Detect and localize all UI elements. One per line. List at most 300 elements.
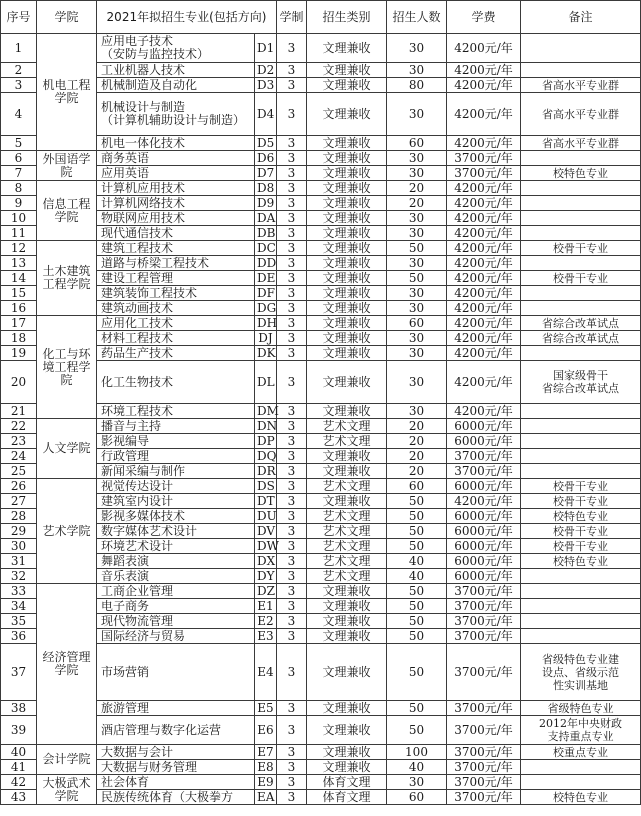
count-cell: 60 xyxy=(387,479,447,494)
years-cell: 3 xyxy=(277,509,307,524)
count-cell: 50 xyxy=(387,701,447,716)
table-row xyxy=(1,524,641,539)
note-cell xyxy=(521,346,641,361)
fee-cell: 3700元/年 xyxy=(447,599,521,614)
fee-cell: 4200元/年 xyxy=(447,361,521,404)
college-cell: 化工与环 境工程学 院 xyxy=(37,316,97,419)
category-cell: 文理兼收 xyxy=(307,614,387,629)
table-row xyxy=(1,404,641,419)
code-cell: D4 xyxy=(255,93,277,136)
table-row xyxy=(1,479,641,494)
fee-cell: 4200元/年 xyxy=(447,271,521,286)
count-cell: 30 xyxy=(387,404,447,419)
category-cell: 文理兼收 xyxy=(307,599,387,614)
row-no: 24 xyxy=(1,449,37,464)
category-cell: 文理兼收 xyxy=(307,701,387,716)
category-cell: 文理兼收 xyxy=(307,93,387,136)
fee-cell: 3700元/年 xyxy=(447,716,521,745)
header-no: 序号 xyxy=(1,1,37,34)
note-cell xyxy=(521,464,641,479)
category-cell: 文理兼收 xyxy=(307,166,387,181)
row-no: 2 xyxy=(1,63,37,78)
table-row xyxy=(1,286,641,301)
years-cell: 3 xyxy=(277,701,307,716)
years-cell: 3 xyxy=(277,494,307,509)
years-cell: 3 xyxy=(277,301,307,316)
major-cell: 视觉传达设计 xyxy=(97,479,255,494)
table-row xyxy=(1,151,641,166)
college-cell: 会计学院 xyxy=(37,745,97,775)
row-no: 20 xyxy=(1,361,37,404)
row-no: 13 xyxy=(1,256,37,271)
code-cell: DB xyxy=(255,226,277,241)
major-cell: 工商企业管理 xyxy=(97,584,255,599)
category-cell: 文理兼收 xyxy=(307,361,387,404)
major-cell: 机械制造及自动化 xyxy=(97,78,255,93)
code-cell: E4 xyxy=(255,644,277,701)
header-row xyxy=(1,1,641,34)
years-cell: 3 xyxy=(277,34,307,63)
table-row xyxy=(1,539,641,554)
note-cell xyxy=(521,226,641,241)
count-cell: 100 xyxy=(387,745,447,760)
code-cell: D7 xyxy=(255,166,277,181)
table-row xyxy=(1,629,641,644)
category-cell: 文理兼收 xyxy=(307,34,387,63)
row-no: 7 xyxy=(1,166,37,181)
code-cell: DY xyxy=(255,569,277,584)
major-cell: 建筑室内设计 xyxy=(97,494,255,509)
major-cell: 机电一体化技术 xyxy=(97,136,255,151)
category-cell: 文理兼收 xyxy=(307,464,387,479)
count-cell: 50 xyxy=(387,271,447,286)
years-cell: 3 xyxy=(277,241,307,256)
category-cell: 文理兼收 xyxy=(307,316,387,331)
code-cell: DU xyxy=(255,509,277,524)
category-cell: 文理兼收 xyxy=(307,745,387,760)
major-cell: 旅游管理 xyxy=(97,701,255,716)
count-cell: 30 xyxy=(387,331,447,346)
major-cell: 药品生产技术 xyxy=(97,346,255,361)
code-cell: D9 xyxy=(255,196,277,211)
row-no: 3 xyxy=(1,78,37,93)
row-no: 5 xyxy=(1,136,37,151)
note-cell xyxy=(521,256,641,271)
table-row xyxy=(1,63,641,78)
table-row xyxy=(1,256,641,271)
years-cell: 3 xyxy=(277,554,307,569)
major-cell: 应用电子技术 （安防与监控技术） xyxy=(97,34,255,63)
code-cell: D5 xyxy=(255,136,277,151)
category-cell: 文理兼收 xyxy=(307,629,387,644)
code-cell: D1 xyxy=(255,34,277,63)
fee-cell: 3700元/年 xyxy=(447,760,521,775)
count-cell: 30 xyxy=(387,775,447,790)
table-row xyxy=(1,78,641,93)
category-cell: 文理兼收 xyxy=(307,226,387,241)
table-row xyxy=(1,361,641,404)
category-cell: 文理兼收 xyxy=(307,331,387,346)
code-cell: D2 xyxy=(255,63,277,78)
major-cell: 现代通信技术 xyxy=(97,226,255,241)
category-cell: 文理兼收 xyxy=(307,404,387,419)
note-cell xyxy=(521,629,641,644)
row-no: 40 xyxy=(1,745,37,760)
fee-cell: 4200元/年 xyxy=(447,63,521,78)
code-cell: DR xyxy=(255,464,277,479)
major-cell: 物联网应用技术 xyxy=(97,211,255,226)
row-no: 26 xyxy=(1,479,37,494)
row-no: 11 xyxy=(1,226,37,241)
code-cell: E1 xyxy=(255,599,277,614)
fee-cell: 4200元/年 xyxy=(447,181,521,196)
header-count: 招生人数 xyxy=(387,1,447,34)
count-cell: 80 xyxy=(387,78,447,93)
major-cell: 环境工程技术 xyxy=(97,404,255,419)
count-cell: 60 xyxy=(387,136,447,151)
code-cell: DF xyxy=(255,286,277,301)
row-no: 43 xyxy=(1,790,37,805)
table-row xyxy=(1,701,641,716)
note-cell: 省综合改革试点 xyxy=(521,316,641,331)
code-cell: D3 xyxy=(255,78,277,93)
code-cell: DJ xyxy=(255,331,277,346)
table-row xyxy=(1,226,641,241)
row-no: 16 xyxy=(1,301,37,316)
count-cell: 50 xyxy=(387,241,447,256)
note-cell: 校特色专业 xyxy=(521,554,641,569)
table-row xyxy=(1,494,641,509)
count-cell: 60 xyxy=(387,790,447,805)
table-row xyxy=(1,464,641,479)
count-cell: 60 xyxy=(387,316,447,331)
category-cell: 文理兼收 xyxy=(307,136,387,151)
major-cell: 社会体育 xyxy=(97,775,255,790)
fee-cell: 3700元/年 xyxy=(447,614,521,629)
category-cell: 艺术文理 xyxy=(307,419,387,434)
table-row xyxy=(1,346,641,361)
row-no: 35 xyxy=(1,614,37,629)
count-cell: 40 xyxy=(387,569,447,584)
header-years: 学制 xyxy=(277,1,307,34)
count-cell: 30 xyxy=(387,301,447,316)
major-cell: 舞蹈表演 xyxy=(97,554,255,569)
fee-cell: 3700元/年 xyxy=(447,701,521,716)
category-cell: 艺术文理 xyxy=(307,539,387,554)
code-cell: DE xyxy=(255,271,277,286)
major-cell: 应用化工技术 xyxy=(97,316,255,331)
major-cell: 建筑动画技术 xyxy=(97,301,255,316)
table-row xyxy=(1,93,641,136)
code-cell: E5 xyxy=(255,701,277,716)
count-cell: 30 xyxy=(387,286,447,301)
note-cell xyxy=(521,419,641,434)
table-row xyxy=(1,271,641,286)
years-cell: 3 xyxy=(277,464,307,479)
count-cell: 20 xyxy=(387,196,447,211)
count-cell: 50 xyxy=(387,524,447,539)
note-cell xyxy=(521,599,641,614)
note-cell xyxy=(521,286,641,301)
code-cell: DL xyxy=(255,361,277,404)
years-cell: 3 xyxy=(277,716,307,745)
note-cell: 国家级骨干 省综合改革试点 xyxy=(521,361,641,404)
fee-cell: 4200元/年 xyxy=(447,211,521,226)
note-cell: 省高水平专业群 xyxy=(521,78,641,93)
major-cell: 计算机网络技术 xyxy=(97,196,255,211)
code-cell: DS xyxy=(255,479,277,494)
count-cell: 20 xyxy=(387,419,447,434)
major-cell: 道路与桥梁工程技术 xyxy=(97,256,255,271)
code-cell: E3 xyxy=(255,629,277,644)
major-cell: 化工生物技术 xyxy=(97,361,255,404)
years-cell: 3 xyxy=(277,599,307,614)
years-cell: 3 xyxy=(277,745,307,760)
count-cell: 20 xyxy=(387,434,447,449)
fee-cell: 6000元/年 xyxy=(447,434,521,449)
count-cell: 40 xyxy=(387,554,447,569)
code-cell: DG xyxy=(255,301,277,316)
major-cell: 国际经济与贸易 xyxy=(97,629,255,644)
table-row xyxy=(1,554,641,569)
years-cell: 3 xyxy=(277,404,307,419)
years-cell: 3 xyxy=(277,539,307,554)
category-cell: 文理兼收 xyxy=(307,78,387,93)
count-cell: 50 xyxy=(387,509,447,524)
fee-cell: 4200元/年 xyxy=(447,93,521,136)
major-cell: 商务英语 xyxy=(97,151,255,166)
years-cell: 3 xyxy=(277,331,307,346)
years-cell: 3 xyxy=(277,181,307,196)
years-cell: 3 xyxy=(277,226,307,241)
count-cell: 50 xyxy=(387,716,447,745)
category-cell: 艺术文理 xyxy=(307,524,387,539)
note-cell xyxy=(521,569,641,584)
count-cell: 30 xyxy=(387,166,447,181)
code-cell: DM xyxy=(255,404,277,419)
fee-cell: 6000元/年 xyxy=(447,524,521,539)
row-no: 34 xyxy=(1,599,37,614)
note-cell: 校特色专业 xyxy=(521,509,641,524)
fee-cell: 3700元/年 xyxy=(447,644,521,701)
fee-cell: 3700元/年 xyxy=(447,629,521,644)
code-cell: DA xyxy=(255,211,277,226)
row-no: 1 xyxy=(1,34,37,63)
code-cell: E6 xyxy=(255,716,277,745)
row-no: 38 xyxy=(1,701,37,716)
code-cell: DT xyxy=(255,494,277,509)
note-cell: 省综合改革试点 xyxy=(521,331,641,346)
row-no: 37 xyxy=(1,644,37,701)
row-no: 39 xyxy=(1,716,37,745)
code-cell: DH xyxy=(255,316,277,331)
major-cell: 新闻采编与制作 xyxy=(97,464,255,479)
note-cell xyxy=(521,449,641,464)
code-cell: D6 xyxy=(255,151,277,166)
major-cell: 计算机应用技术 xyxy=(97,181,255,196)
table-row xyxy=(1,449,641,464)
years-cell: 3 xyxy=(277,614,307,629)
code-cell: DC xyxy=(255,241,277,256)
count-cell: 30 xyxy=(387,211,447,226)
major-cell: 应用英语 xyxy=(97,166,255,181)
row-no: 22 xyxy=(1,419,37,434)
header-note: 备注 xyxy=(521,1,641,34)
major-cell: 市场营销 xyxy=(97,644,255,701)
major-cell: 机械设计与制造 （计算机辅助设计与制造） xyxy=(97,93,255,136)
years-cell: 3 xyxy=(277,584,307,599)
count-cell: 50 xyxy=(387,644,447,701)
table-row xyxy=(1,745,641,760)
code-cell: E2 xyxy=(255,614,277,629)
major-cell: 材料工程技术 xyxy=(97,331,255,346)
row-no: 42 xyxy=(1,775,37,790)
years-cell: 3 xyxy=(277,775,307,790)
category-cell: 文理兼收 xyxy=(307,346,387,361)
note-cell: 校骨干专业 xyxy=(521,539,641,554)
note-cell xyxy=(521,434,641,449)
count-cell: 50 xyxy=(387,614,447,629)
category-cell: 文理兼收 xyxy=(307,286,387,301)
major-cell: 工业机器人技术 xyxy=(97,63,255,78)
code-cell: DD xyxy=(255,256,277,271)
row-no: 21 xyxy=(1,404,37,419)
count-cell: 30 xyxy=(387,63,447,78)
table-row xyxy=(1,316,641,331)
major-cell: 建筑工程技术 xyxy=(97,241,255,256)
code-cell: E7 xyxy=(255,745,277,760)
count-cell: 50 xyxy=(387,494,447,509)
count-cell: 30 xyxy=(387,346,447,361)
row-no: 27 xyxy=(1,494,37,509)
table-row xyxy=(1,196,641,211)
row-no: 23 xyxy=(1,434,37,449)
row-no: 28 xyxy=(1,509,37,524)
major-cell: 酒店管理与数字化运营 xyxy=(97,716,255,745)
table-row xyxy=(1,569,641,584)
code-cell: DV xyxy=(255,524,277,539)
note-cell: 省级特色专业建 设点、省级示范 性实训基地 xyxy=(521,644,641,701)
note-cell xyxy=(521,63,641,78)
code-cell: DN xyxy=(255,419,277,434)
table-row xyxy=(1,614,641,629)
table-row xyxy=(1,419,641,434)
table-row xyxy=(1,599,641,614)
category-cell: 文理兼收 xyxy=(307,211,387,226)
fee-cell: 4200元/年 xyxy=(447,404,521,419)
table-row xyxy=(1,166,641,181)
fee-cell: 4200元/年 xyxy=(447,316,521,331)
fee-cell: 3700元/年 xyxy=(447,151,521,166)
note-cell: 2012年中央财政 支持重点专业 xyxy=(521,716,641,745)
college-cell: 外国语学 院 xyxy=(37,151,97,181)
fee-cell: 4200元/年 xyxy=(447,196,521,211)
row-no: 19 xyxy=(1,346,37,361)
note-cell: 校重点专业 xyxy=(521,745,641,760)
fee-cell: 3700元/年 xyxy=(447,584,521,599)
fee-cell: 4200元/年 xyxy=(447,226,521,241)
row-no: 36 xyxy=(1,629,37,644)
note-cell xyxy=(521,301,641,316)
note-cell xyxy=(521,34,641,63)
table-row xyxy=(1,211,641,226)
category-cell: 文理兼收 xyxy=(307,494,387,509)
table-row xyxy=(1,509,641,524)
years-cell: 3 xyxy=(277,196,307,211)
years-cell: 3 xyxy=(277,211,307,226)
code-cell: DX xyxy=(255,554,277,569)
note-cell: 省级特色专业 xyxy=(521,701,641,716)
note-cell xyxy=(521,760,641,775)
fee-cell: 6000元/年 xyxy=(447,479,521,494)
table-row xyxy=(1,241,641,256)
count-cell: 30 xyxy=(387,34,447,63)
college-cell: 大极武术 学院 xyxy=(37,775,97,805)
years-cell: 3 xyxy=(277,93,307,136)
years-cell: 3 xyxy=(277,316,307,331)
fee-cell: 4200元/年 xyxy=(447,331,521,346)
major-cell: 建设工程管理 xyxy=(97,271,255,286)
row-no: 31 xyxy=(1,554,37,569)
category-cell: 文理兼收 xyxy=(307,716,387,745)
count-cell: 20 xyxy=(387,181,447,196)
row-no: 12 xyxy=(1,241,37,256)
major-cell: 影视编导 xyxy=(97,434,255,449)
category-cell: 文理兼收 xyxy=(307,151,387,166)
code-cell: D8 xyxy=(255,181,277,196)
fee-cell: 4200元/年 xyxy=(447,346,521,361)
category-cell: 文理兼收 xyxy=(307,584,387,599)
count-cell: 40 xyxy=(387,760,447,775)
note-cell: 校特色专业 xyxy=(521,166,641,181)
table-row xyxy=(1,181,641,196)
note-cell: 校骨干专业 xyxy=(521,494,641,509)
category-cell: 文理兼收 xyxy=(307,256,387,271)
header-category: 招生类别 xyxy=(307,1,387,34)
major-cell: 现代物流管理 xyxy=(97,614,255,629)
note-cell xyxy=(521,211,641,226)
years-cell: 3 xyxy=(277,286,307,301)
code-cell: E8 xyxy=(255,760,277,775)
row-no: 6 xyxy=(1,151,37,166)
code-cell: DP xyxy=(255,434,277,449)
note-cell xyxy=(521,151,641,166)
category-cell: 艺术文理 xyxy=(307,569,387,584)
row-no: 32 xyxy=(1,569,37,584)
count-cell: 50 xyxy=(387,539,447,554)
major-cell: 民族传统体育（大极拳方 xyxy=(97,790,255,805)
note-cell xyxy=(521,404,641,419)
major-cell: 电子商务 xyxy=(97,599,255,614)
years-cell: 3 xyxy=(277,790,307,805)
fee-cell: 3700元/年 xyxy=(447,449,521,464)
fee-cell: 6000元/年 xyxy=(447,509,521,524)
header-major: 2021年拟招生专业(包括方向) xyxy=(97,1,277,34)
years-cell: 3 xyxy=(277,136,307,151)
years-cell: 3 xyxy=(277,760,307,775)
row-no: 8 xyxy=(1,181,37,196)
fee-cell: 3700元/年 xyxy=(447,166,521,181)
fee-cell: 3700元/年 xyxy=(447,745,521,760)
major-cell: 影视多媒体技术 xyxy=(97,509,255,524)
category-cell: 体育文理 xyxy=(307,775,387,790)
fee-cell: 4200元/年 xyxy=(447,136,521,151)
category-cell: 文理兼收 xyxy=(307,241,387,256)
category-cell: 文理兼收 xyxy=(307,449,387,464)
fee-cell: 3700元/年 xyxy=(447,790,521,805)
years-cell: 3 xyxy=(277,629,307,644)
category-cell: 艺术文理 xyxy=(307,554,387,569)
